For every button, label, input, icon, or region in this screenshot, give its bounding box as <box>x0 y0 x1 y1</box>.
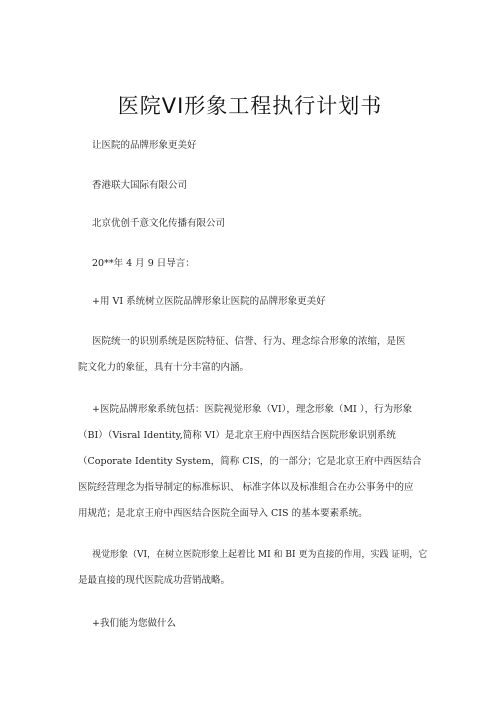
document-title: 医院VI形象工程执行计划书 <box>117 94 383 118</box>
paragraph-line: （Coporate Identity System，简称 CIS，的一部分；它是北京王府中西医结合 <box>78 456 422 467</box>
paragraph-line: 北京优创千意文化传播有限公司 <box>92 218 226 229</box>
paragraph-line: 医院统一的识别系统是医院特征、信誉、行为、理念综合形象的浓缩，是医 <box>92 336 406 347</box>
paragraph-line: 用规范；是北京王府中西医结合医院全面导入 CIS 的基本要素系统。 <box>78 508 368 519</box>
paragraph-line: +我们能为您做什么 <box>92 618 176 629</box>
paragraph-line: （BI）（Visral Identity,简称 VI）是北京王府中西医结合医院形象识别系统 <box>78 430 396 441</box>
paragraph-line: 香港联大国际有限公司 <box>92 180 188 191</box>
paragraph-line: 院文化力的象征，具有十分丰富的内涵。 <box>78 362 250 373</box>
paragraph-line: 20**年 4 月 9 日导言： <box>92 258 195 269</box>
paragraph-line: +用 VI 系统树立医院品牌形象让医院的品牌形象更美好 <box>92 296 326 307</box>
paragraph-line: +医院品牌形象系统包括：医院视觉形象（VI），理念形象（MI ），行为形象 <box>92 404 413 415</box>
paragraph-line: 让医院的品牌形象更美好 <box>92 140 197 151</box>
paragraph-line: 视觉形象（VI，在树立医院形象上起着比 MI 和 BI 更为直接的作用，实践 证明，它 <box>92 550 428 560</box>
paragraph-line: 医院经营理念为指导制定的标准标识、 标准字体以及标准组合在办公事务中的应 <box>78 482 414 493</box>
paragraph-line: 是最直接的现代医院成功营销战略。 <box>78 575 231 586</box>
